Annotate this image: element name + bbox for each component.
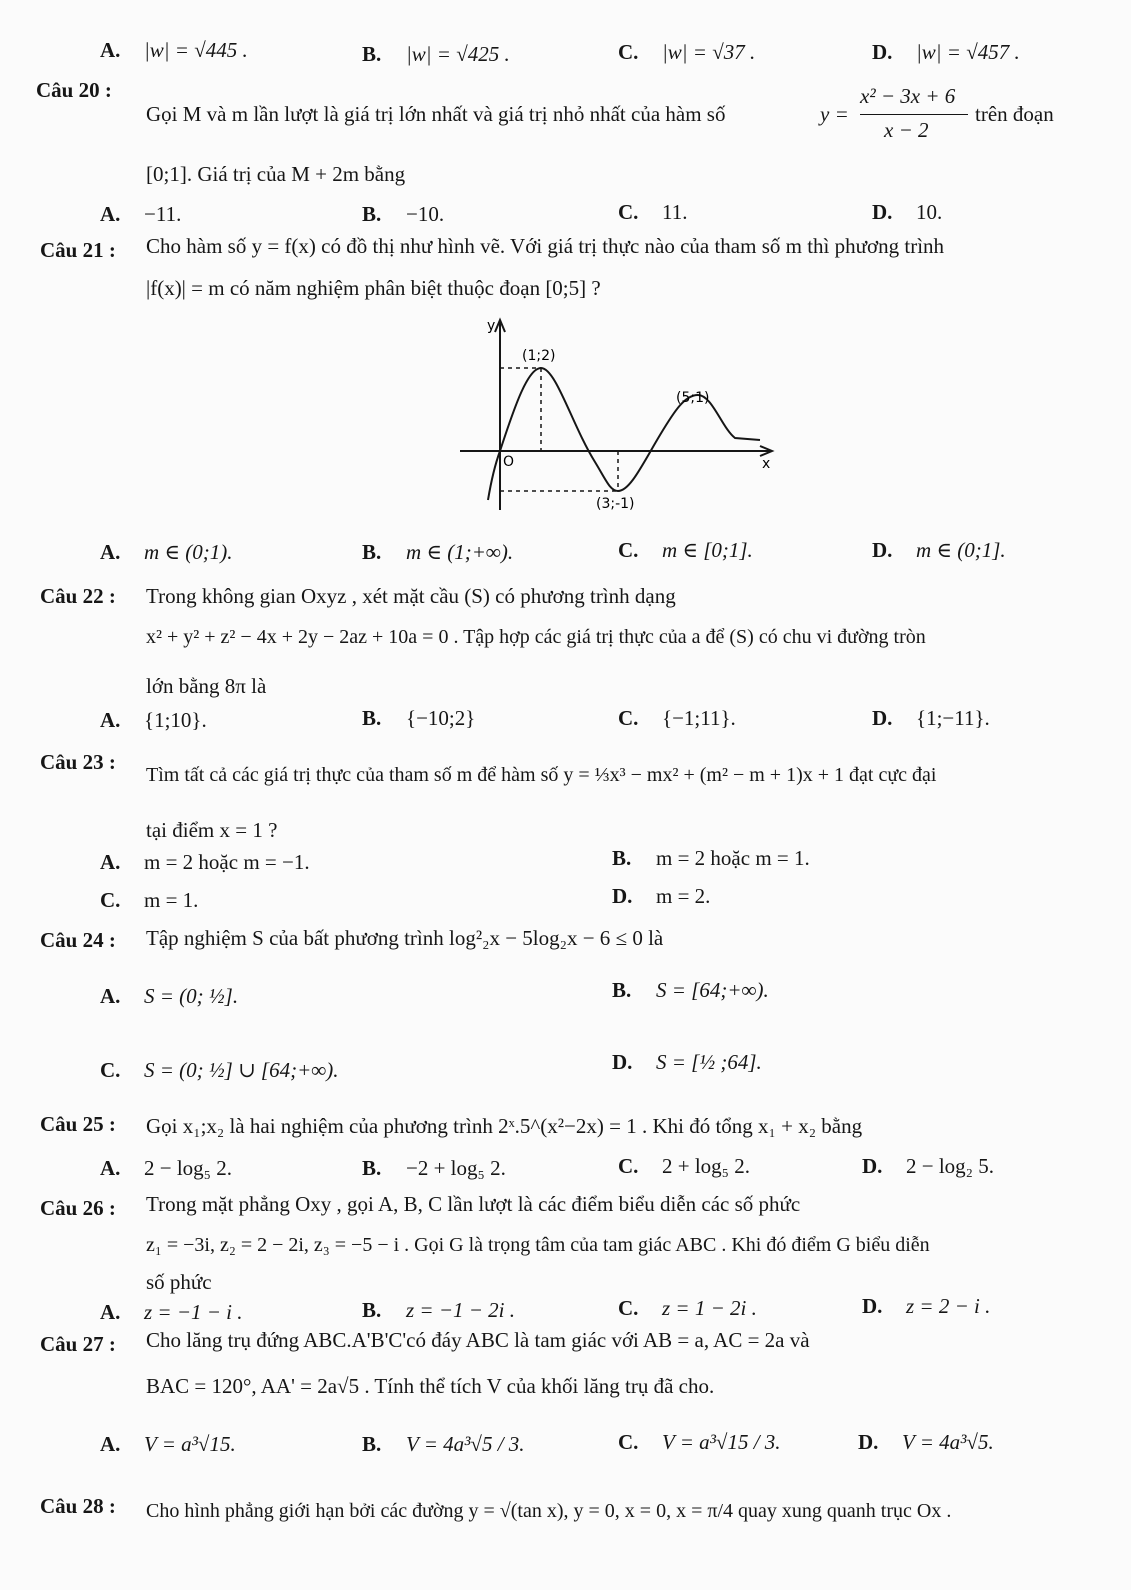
option-letter: D.: [858, 1430, 879, 1454]
q27-option-d: [858, 1430, 994, 1454]
option-text: V = 4a³√5 / 3.: [406, 1432, 525, 1456]
option-letter: B.: [612, 978, 632, 1002]
q24-option-b: [612, 978, 769, 1002]
option-text: |w| = √457 .: [916, 40, 1020, 64]
q27-line1: Cho lăng trụ đứng ABC.A'B'C'có đáy ABC là tam giác với AB = a, AC = 2a và: [146, 1328, 810, 1352]
q23-option-c: [100, 888, 198, 912]
q21-line2: |f(x)| = m có năm nghiệm phân biệt thuộc đoạn [0;5] ?: [146, 276, 601, 300]
q22-option-a: [100, 708, 207, 732]
option-letter: D.: [872, 40, 893, 64]
option-letter: B.: [362, 1432, 382, 1456]
q27-line2: BAC = 120°, AA' = 2a√5 . Tính thể tích V của khối lăng trụ đã cho.: [146, 1374, 715, 1398]
q28-label: Câu 28 :: [40, 1494, 116, 1518]
option-letter: C.: [618, 1430, 639, 1454]
option-text: V = 4a³√5.: [902, 1430, 994, 1454]
point-label-max: (1;2): [522, 348, 556, 364]
option-letter: D.: [862, 1154, 883, 1178]
option-letter: C.: [100, 1058, 121, 1082]
option-letter: D.: [612, 1050, 633, 1074]
q26-option-a: [100, 1300, 243, 1324]
q23-label: Câu 23 :: [40, 750, 116, 774]
option-text: m ∈ (0;1].: [916, 538, 1006, 562]
option-letter: D.: [872, 706, 893, 730]
option-letter: A.: [100, 850, 121, 874]
q21-option-a: [100, 540, 232, 564]
q22-option-c: [618, 706, 736, 730]
option-text: S = (0; ½].: [144, 984, 239, 1008]
q23-option-d: [612, 884, 710, 908]
option-text: 10.: [916, 200, 943, 224]
q25-option-d: [862, 1154, 994, 1178]
option-text: V = a³√15 / 3.: [662, 1430, 781, 1454]
option-letter: D.: [612, 884, 633, 908]
option-text: z = −1 − i .: [144, 1300, 243, 1324]
q19-option-a: [100, 38, 248, 62]
option-text: 2 − log₂ 5.: [906, 1154, 994, 1178]
q20-option-d: [872, 200, 942, 224]
option-text: −11.: [144, 202, 182, 226]
q21-graph-svg: [460, 310, 790, 525]
q21-option-c: [618, 538, 753, 562]
option-text: −2 + log₅ 2.: [406, 1156, 506, 1180]
q22-line2: x² + y² + z² − 4x + 2y − 2az + 10a = 0 . Tập hợp các giá trị thực của a để (S) có chu vi đường tròn: [146, 626, 926, 648]
option-text: {1;10}.: [144, 708, 207, 732]
option-letter: B.: [612, 846, 632, 870]
q24-option-a: [100, 984, 238, 1008]
q20-line2: [0;1]. Giá trị của M + 2m bằng: [146, 162, 406, 186]
option-letter: C.: [100, 888, 121, 912]
q25-label: Câu 25 :: [40, 1112, 116, 1136]
q23-line1: Tìm tất cả các giá trị thực của tham số m để hàm số y = ⅓x³ − mx² + (m² − m + 1)x + 1 đạt cực đại: [146, 764, 937, 786]
q24-option-d: [612, 1050, 762, 1074]
option-letter: C.: [618, 706, 639, 730]
q22-line1: Trong không gian Oxyz , xét mặt cầu (S) có phương trình dạng: [146, 584, 676, 608]
q20-func-denominator: x − 2: [884, 118, 929, 142]
option-text: V = a³√15.: [144, 1432, 236, 1456]
q21-graph: [460, 310, 790, 525]
option-letter: D.: [872, 200, 893, 224]
q26-option-b: [362, 1298, 515, 1322]
q21-option-b: [362, 540, 513, 564]
q19-option-b: [362, 42, 510, 66]
q21-label: Câu 21 :: [40, 238, 116, 262]
option-text: z = −1 − 2i .: [406, 1298, 516, 1322]
option-letter: B.: [362, 42, 382, 66]
option-text: m ∈ [0;1].: [662, 538, 753, 562]
option-letter: C.: [618, 1154, 639, 1178]
q19-option-c: [618, 40, 755, 64]
q25-line1: Gọi x₁;x₂ là hai nghiệm của phương trình 2ˣ.5^(x²−2x) = 1 . Khi đó tổng x₁ + x₂ bằng: [146, 1114, 863, 1138]
q25-option-a: [100, 1156, 232, 1180]
q24-label: Câu 24 :: [40, 928, 116, 952]
q22-line3: lớn bằng 8π là: [146, 674, 267, 698]
q22-option-b: [362, 706, 475, 730]
option-letter: A.: [100, 708, 121, 732]
q26-line1: Trong mặt phẳng Oxy , gọi A, B, C lần lượt là các điểm biểu diễn các số phức: [146, 1192, 801, 1216]
option-letter: D.: [872, 538, 893, 562]
point-label-min: (3;-1): [596, 496, 635, 512]
q23-option-a: [100, 850, 310, 874]
option-text: z = 2 − i .: [906, 1294, 991, 1318]
option-letter: B.: [362, 1156, 382, 1180]
q25-option-c: [618, 1154, 750, 1178]
option-letter: A.: [100, 1300, 121, 1324]
q23-option-b: [612, 846, 810, 870]
fraction-bar: [860, 114, 968, 115]
option-letter: A.: [100, 984, 121, 1008]
option-text: |w| = √37 .: [662, 40, 756, 64]
q21-option-d: [872, 538, 1006, 562]
y-axis-label: y: [487, 318, 496, 334]
option-text: m ∈ (0;1).: [144, 540, 233, 564]
option-text: m ∈ (1;+∞).: [406, 540, 514, 564]
option-letter: B.: [362, 706, 382, 730]
q26-label: Câu 26 :: [40, 1196, 116, 1220]
q20-line1: Gọi M và m lần lượt là giá trị lớn nhất và giá trị nhỏ nhất của hàm số: [146, 102, 726, 126]
option-text: S = (0; ½] ∪ [64;+∞).: [144, 1058, 339, 1082]
q21-line1: Cho hàm số y = f(x) có đồ thị như hình vẽ. Với giá trị thực nào của tham số m thì phương trình: [146, 234, 945, 258]
option-text: S = [64;+∞).: [656, 978, 769, 1002]
option-letter: D.: [862, 1294, 883, 1318]
q27-option-a: [100, 1432, 236, 1456]
origin-label: O: [503, 454, 515, 470]
q20-option-c: [618, 200, 687, 224]
option-text: |w| = √425 .: [406, 42, 510, 66]
option-letter: C.: [618, 1296, 639, 1320]
function-curve: [488, 368, 760, 500]
q27-option-c: [618, 1430, 781, 1454]
option-letter: B.: [362, 202, 382, 226]
q22-option-d: [872, 706, 990, 730]
q20-option-a: [100, 202, 181, 226]
q20-func-numerator: x² − 3x + 6: [860, 84, 956, 108]
option-text: m = 1.: [144, 888, 199, 912]
option-letter: C.: [618, 40, 639, 64]
q26-option-c: [618, 1296, 757, 1320]
option-text: 2 + log₅ 2.: [662, 1154, 750, 1178]
q27-option-b: [362, 1432, 525, 1456]
q22-label: Câu 22 :: [40, 584, 116, 608]
option-text: {1;−11}.: [916, 706, 990, 730]
option-letter: A.: [100, 1156, 121, 1180]
option-letter: A.: [100, 38, 121, 62]
option-text: z = 1 − 2i .: [662, 1296, 757, 1320]
option-text: m = 2.: [656, 884, 711, 908]
option-letter: C.: [618, 538, 639, 562]
q26-line3: số phức: [146, 1270, 212, 1294]
q19-option-d: [872, 40, 1020, 64]
option-text: {−10;2}: [406, 706, 476, 730]
option-text: m = 2 hoặc m = 1.: [656, 846, 810, 870]
option-letter: A.: [100, 1432, 121, 1456]
option-letter: C.: [618, 200, 639, 224]
q20-fraction: [820, 84, 970, 154]
q26-line2: z₁ = −3i, z₂ = 2 − 2i, z₃ = −5 − i . Gọi G là trọng tâm của tam giác ABC . Khi đó điểm G biểu diễn: [146, 1234, 930, 1256]
point-label-local-max: (5;1): [676, 390, 710, 406]
q25-option-b: [362, 1156, 506, 1180]
q28-line1: Cho hình phẳng giới hạn bởi các đường y = √(tan x), y = 0, x = 0, x = π/4 quay xung quanh trục Ox .: [146, 1500, 952, 1522]
q20-func-lhs: y =: [820, 102, 849, 126]
q20-option-b: [362, 202, 444, 226]
option-letter: B.: [362, 1298, 382, 1322]
q20-line1-end: trên đoạn: [975, 102, 1054, 126]
option-text: S = [½ ;64].: [656, 1050, 762, 1074]
option-letter: A.: [100, 540, 121, 564]
q23-line2: tại điểm x = 1 ?: [146, 818, 278, 842]
option-text: |w| = √445 .: [144, 38, 248, 62]
option-letter: B.: [362, 540, 382, 564]
option-text: {−1;11}.: [662, 706, 736, 730]
option-text: −10.: [406, 202, 445, 226]
option-text: 2 − log₅ 2.: [144, 1156, 232, 1180]
x-axis-label: x: [762, 456, 771, 472]
option-letter: A.: [100, 202, 121, 226]
q20-label: Câu 20 :: [36, 78, 112, 102]
q24-line1: Tập nghiệm S của bất phương trình log²₂x − 5log₂x − 6 ≤ 0 là: [146, 926, 664, 950]
option-text: 11.: [662, 200, 688, 224]
q26-option-d: [862, 1294, 990, 1318]
option-text: m = 2 hoặc m = −1.: [144, 850, 310, 874]
q24-option-c: [100, 1058, 338, 1082]
q27-label: Câu 27 :: [40, 1332, 116, 1356]
